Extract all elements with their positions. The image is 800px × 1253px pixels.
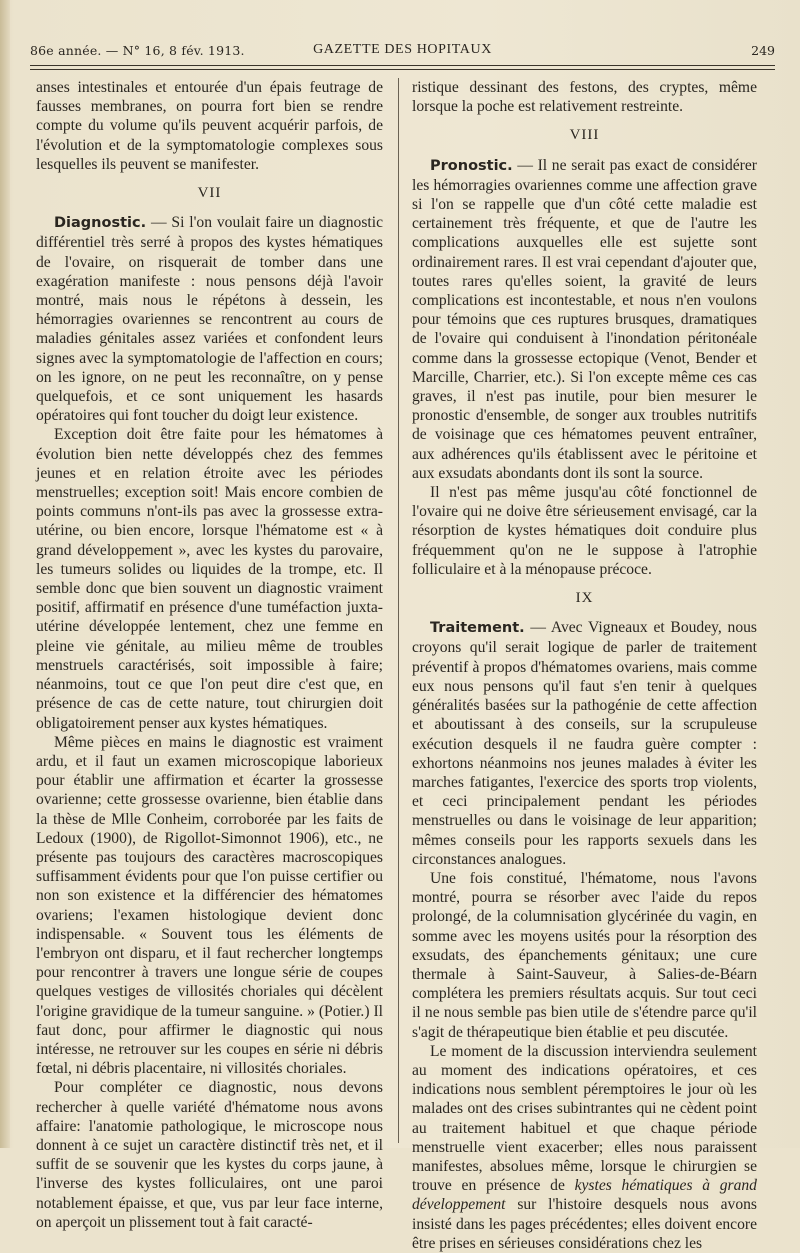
header-rule-top — [30, 65, 775, 66]
paragraph-text: Le moment de la discussion interviendra seulement au moment des indications opératoires, et ces indications nous semblent péremptoires le jour où les malades ont des crises subintrantes qui ne cèdent point au traitement habituel et que chaque période menstruelle vient exacerber; elles nous paraissent manifestes, absolues même, lorsque le chirurgien se trouve en présence de — [412, 1042, 757, 1195]
paragraph: Même pièces en mains le diagnostic est vraiment ardu, et il faut un examen microscopique laborieux pour établir une affirmation et écarter la grossesse ovarienne; cette grossesse ovarienne, bien établie dans la thèse de Mlle Conheim, corroborée par les faits de Ledoux (1900), de Rigollot-Simonnot 1906), etc., ne présente pas toujours des caractères macroscopiques suffisamment évidents pour que l'on puisse certifier ou non son existence et la différencier des hématomes ovariens; l'examen histologique devient donc indispensable. « Souvent tous les éléments de l'embryon ont disparu, et il faut rechercher longtemps pour rencontrer à travers une longue série de coupes quelques vestiges de villosités choriales qui décèlent l'origine gravidique de la tumeur sanguine. » (Potier.) Il faut donc, pour affirmer le diagnostic qui nous intéresse, ne retrouver sur les coupes en série ni débris fœtal, ni débris placentaire, ni villosités choriales. — [36, 733, 383, 1078]
paragraph-text: — Il ne serait pas exact de considérer les hémorragies ovariennes comme une affection grave si l'on se rappelle que d'un côté cette maladie est certainement très fréquente, et que de l'autre les complications auxquelles elle est sujette sont ordinairement rares. Il est vrai cependant d'ajouter que, toutes rares qu'elles soient, la gravité de leurs complications est incontestable, et nous n'en voulons pour témoins que ces ruptures brusques, dramatiques de l'ovaire qui conduisent à l'inondation péritonéale comme dans la grossesse ectopique (Venot, Bender et Marcille, Charrier, etc.). Si l'on excepte même ces cas graves, il n'est pas inutile, pour bien mesurer le pronostic d'ensemble, de songer aux troubles nutritifs de voisinage que ces hématomes peuvent entraîner, aux adhérences qu'ils établissent avec le péritoine et aux exsudats abondants dont ils sont la source. — [412, 156, 757, 482]
paragraph: Une fois constitué, l'hématome, nous l'avons montré, pourra se résorber avec l'aide du repos prolongé, de la columnisation glycérinée du vagin, en somme avec les moyens usités pour la résorption des exsudats, des épanchements génitaux; une cure thermale à Saint-Sauveur, à Salies-de-Béarn complétera les premiers résultats acquis. Sur tout ceci il ne nous semble pas bien utile de s'étendre parce qu'il s'agit de thérapeutique bien établie et peu discutée. — [412, 869, 757, 1041]
paragraph-text: — Avec Vigneaux et Boudey, nous croyons qu'il serait logique de parler de traitement préventif à propos d'hématomes ovariens, mais comme eux nous pensons qu'il faut s'en tenir à quelques généralités basées sur la pathogénie de cette affection et aboutissant à des conseils, sur la scrupuleuse exécution desquels il ne faudra guère compter : exhortons néanmoins nos jeunes malades à éviter les marches fatigantes, l'exercice des sports trop violents, et ceci principalement pendant les périodes menstruelles ou dans le voisinage de leur apparition; mêmes conseils pour les rapports sexuels dans les circonstances analogues. — [412, 619, 757, 868]
paragraph-text: sur l'histoire desquels nous avons insisté dans les pages précédentes; elles doivent encore être prises en sérieuses considérations chez les — [412, 1196, 757, 1252]
section-rubric: Diagnostic. — [54, 215, 147, 232]
paragraph: Il n'est pas même jusqu'au côté fonctionnel de l'ovaire qui ne doive être sérieusement envisagé, car la résorption de kystes hématiques doit conduire plus fréquemment qu'on ne le suppose à l'atrophie folliculaire et à la ménopause précoce. — [412, 484, 757, 578]
running-header — [30, 40, 775, 60]
section-number: IX — [575, 590, 594, 607]
column-divider — [398, 78, 399, 1143]
section-rubric: Traitement. — [430, 620, 525, 637]
left-column — [36, 78, 383, 1232]
binding-edge — [0, 0, 10, 1148]
paragraph: anses intestinales et entourée d'un épais feutrage de fausses membranes, on pourra fort bien se rendre compte du volume qu'ils peuvent acquérir parfois, de l'évolution et de la symptomatologie complexes sous lesquelles ils peuvent se manifester. — [36, 79, 383, 173]
paragraph-text: — Si l'on voulait faire un diagnostic différentiel très serré à propos des kystes hématiques de l'ovaire, on risquerait de tomber dans une exagération manifeste : nous pensons déjà l'avoir montré, mais nous le répétons à dessein, les hémorragies ovariennes se rencontrent au cours de maladies génitales assez variées et confondent leurs signes avec la symptomatologie de l'affection en cours; on les ignore, on ne peut les reconnaître, on y pense quelquefois, et ce sont uniquement les hasards opératoires qui font toucher du doigt leur existence. — [36, 214, 383, 425]
emphasis-text: kystes hématiques à grand développement — [412, 1177, 757, 1214]
journal-title: GAZETTE DES HOPITAUX — [313, 42, 492, 57]
right-column — [412, 78, 757, 1253]
issue-info: 86e année. — N° 16, 8 fév. 1913. — [30, 43, 245, 58]
paragraph — [412, 1042, 757, 1253]
paragraph: Pour compléter ce diagnostic, nous devons rechercher à quelle variété d'hématome nous avons affaire: l'anatomie pathologique, le microscope nous donnent à ce sujet un caractère distinctif très net, et il suffit de se souvenir que les kystes du corps jaune, à l'inverse des kystes folliculaires, ont une paroi notablement épaisse, et que, vus par leur face interne, on aperçoit un plissement tout à fait caracté- — [36, 1079, 383, 1231]
page-number: 249 — [751, 43, 775, 58]
header-rule-bottom — [30, 69, 775, 70]
paragraph: ristique dessinant des festons, des cryptes, même lorsque la poche est relativement restreinte. — [412, 79, 757, 116]
paragraph: Exception doit être faite pour les hématomes à évolution bien nette développés chez des femmes jeunes et en relation étroite avec les périodes menstruelles; exception soit! Mais encore combien de points communs n'ont-ils pas avec la grossesse extra-utérine, ou bien encore, lorsque l'hématome est « à grand développement », avec les kystes du parovaire, les tumeurs solides ou liquides de la trompe, etc. Il semble donc que bien souvent un diagnostic vraiment positif, affirmatif en présence d'une tuméfaction juxta-utérine développée lentement, chez une femme en pleine vie génitale, au milieu même de troubles menstruels caractérisés, soit impossible à faire; néanmoins, tout ce que l'on peut dire c'est que, en présence de cas de cette nature, tout chirurgien doit obligatoirement penser aux kystes hématiques. — [36, 426, 383, 732]
paragraph — [36, 213, 383, 425]
paragraph — [412, 156, 757, 483]
paragraph — [412, 618, 757, 869]
section-rubric: Pronostic. — [430, 157, 513, 174]
section-number: VIII — [569, 127, 600, 144]
section-number: VII — [197, 185, 222, 202]
